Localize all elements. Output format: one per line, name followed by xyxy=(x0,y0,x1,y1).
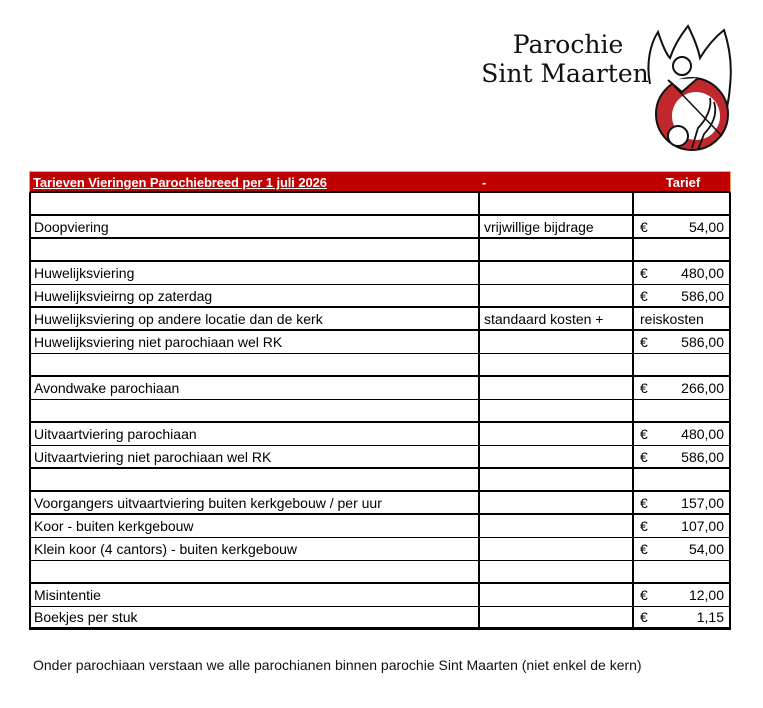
tariff-amount: 480,00 xyxy=(681,426,724,442)
tariff-amount: 12,00 xyxy=(688,587,724,603)
service-label xyxy=(31,400,480,421)
tariff-cell xyxy=(634,469,729,490)
tariff-cell xyxy=(634,492,729,513)
tariff-table xyxy=(29,171,731,630)
sint-maarten-emblem-icon xyxy=(640,24,740,159)
currency-symbol: € xyxy=(640,494,648,511)
parish-logo xyxy=(480,24,740,159)
tariff-amount: 157,00 xyxy=(681,494,724,511)
service-note: vrijwillige bijdrage xyxy=(480,216,634,237)
table-row xyxy=(31,262,729,285)
table-row xyxy=(31,469,729,492)
service-label: Avondwake parochiaan xyxy=(31,377,480,399)
service-note xyxy=(480,331,634,353)
currency-symbol: € xyxy=(640,448,648,465)
table-body xyxy=(29,193,731,630)
table-row xyxy=(31,423,729,446)
service-label: Klein koor (4 cantors) - buiten kerkgebouw xyxy=(31,538,480,560)
tariff-cell xyxy=(634,561,729,582)
tariff-amount: 54,00 xyxy=(688,218,724,235)
table-row xyxy=(31,285,729,308)
tariff-cell xyxy=(634,584,729,606)
service-note xyxy=(480,538,634,560)
tariff-cell xyxy=(634,607,729,627)
service-label xyxy=(31,561,480,582)
tariff-cell xyxy=(634,331,729,353)
currency-symbol: € xyxy=(640,218,648,235)
currency-symbol: € xyxy=(640,265,648,281)
table-row xyxy=(31,308,729,331)
tariff-amount: 586,00 xyxy=(681,287,724,304)
table-title: Tarieven Vieringen Parochiebreed per 1 juli 2026 xyxy=(33,175,327,190)
tarief-column-header: Tarief xyxy=(665,175,701,190)
table-row xyxy=(31,377,729,400)
tariff-cell xyxy=(634,538,729,560)
tariff-amount: 586,00 xyxy=(681,448,724,465)
table-row xyxy=(31,331,729,354)
table-row xyxy=(31,354,729,377)
service-label: Huwelijksviering niet parochiaan wel RK xyxy=(31,331,480,353)
table-row xyxy=(31,193,729,216)
tariff-amount: 480,00 xyxy=(681,265,724,281)
currency-symbol: € xyxy=(640,287,648,304)
service-label: Huwelijksviering op andere locatie dan de kerk xyxy=(31,308,480,329)
tariff-cell xyxy=(634,262,729,284)
service-note xyxy=(480,193,634,214)
table-row xyxy=(31,239,729,262)
service-label: Uitvaartviering niet parochiaan wel RK xyxy=(31,446,480,467)
table-row xyxy=(31,515,729,538)
table-row xyxy=(31,561,729,584)
service-note xyxy=(480,239,634,260)
currency-symbol: € xyxy=(640,426,648,442)
table-row xyxy=(31,584,729,607)
tariff-cell xyxy=(634,515,729,537)
currency-symbol: € xyxy=(640,380,648,396)
tariff-cell xyxy=(634,193,729,214)
logo-wordmark xyxy=(480,30,650,88)
service-note: standaard kosten + xyxy=(480,308,634,329)
tariff-cell xyxy=(634,377,729,399)
table-row xyxy=(31,400,729,423)
service-label xyxy=(31,239,480,260)
tariff-cell xyxy=(634,216,729,237)
service-note xyxy=(480,262,634,284)
tariff-amount: 54,00 xyxy=(688,541,724,557)
service-label: Boekjes per stuk xyxy=(31,607,480,627)
tariff-amount: 1,15 xyxy=(696,609,724,625)
service-label xyxy=(31,469,480,490)
service-note xyxy=(480,354,634,375)
tariff-cell xyxy=(634,423,729,445)
tariff-cell xyxy=(634,285,729,306)
service-note xyxy=(480,446,634,467)
service-note xyxy=(480,285,634,306)
service-note xyxy=(480,515,634,537)
table-row xyxy=(31,607,729,630)
footnote: Onder parochiaan verstaan we alle parochianen binnen parochie Sint Maarten (niet enkel de kern) xyxy=(33,657,642,673)
service-label: Uitvaartviering parochiaan xyxy=(31,423,480,445)
currency-symbol: € xyxy=(640,587,648,603)
table-row xyxy=(31,216,729,239)
tariff-amount: 266,00 xyxy=(681,380,724,396)
service-label xyxy=(31,354,480,375)
tariff-cell xyxy=(634,354,729,375)
service-note xyxy=(480,423,634,445)
table-row xyxy=(31,538,729,561)
service-note xyxy=(480,400,634,421)
tariff-cell xyxy=(634,239,729,260)
service-label: Misintentie xyxy=(31,584,480,606)
service-label xyxy=(31,193,480,214)
currency-symbol: reiskosten xyxy=(640,310,704,327)
tariff-cell xyxy=(634,400,729,421)
logo-line-1: Parochie xyxy=(512,30,624,59)
service-note xyxy=(480,584,634,606)
tariff-cell xyxy=(634,308,729,329)
currency-symbol: € xyxy=(640,609,648,625)
table-row xyxy=(31,446,729,469)
currency-symbol: € xyxy=(640,541,648,557)
service-label: Voorgangers uitvaartviering buiten kerkgebouw / per uur xyxy=(31,492,480,513)
service-label: Huwelijksviering xyxy=(31,262,480,284)
tariff-amount: 586,00 xyxy=(681,334,724,350)
service-note xyxy=(480,561,634,582)
service-label: Huwelijksvieirng op zaterdag xyxy=(31,285,480,306)
currency-symbol: € xyxy=(640,334,648,350)
service-note xyxy=(480,607,634,627)
table-row xyxy=(31,492,729,515)
service-note xyxy=(480,492,634,513)
tariff-amount: 107,00 xyxy=(681,518,724,534)
tariff-cell xyxy=(634,446,729,467)
service-label: Koor - buiten kerkgebouw xyxy=(31,515,480,537)
logo-line-2: Sint Maarten xyxy=(481,59,649,88)
table-header xyxy=(29,171,731,193)
service-note xyxy=(480,377,634,399)
service-label: Doopviering xyxy=(31,216,480,237)
service-note xyxy=(480,469,634,490)
currency-symbol: € xyxy=(640,518,648,534)
header-mark: - xyxy=(482,175,487,190)
